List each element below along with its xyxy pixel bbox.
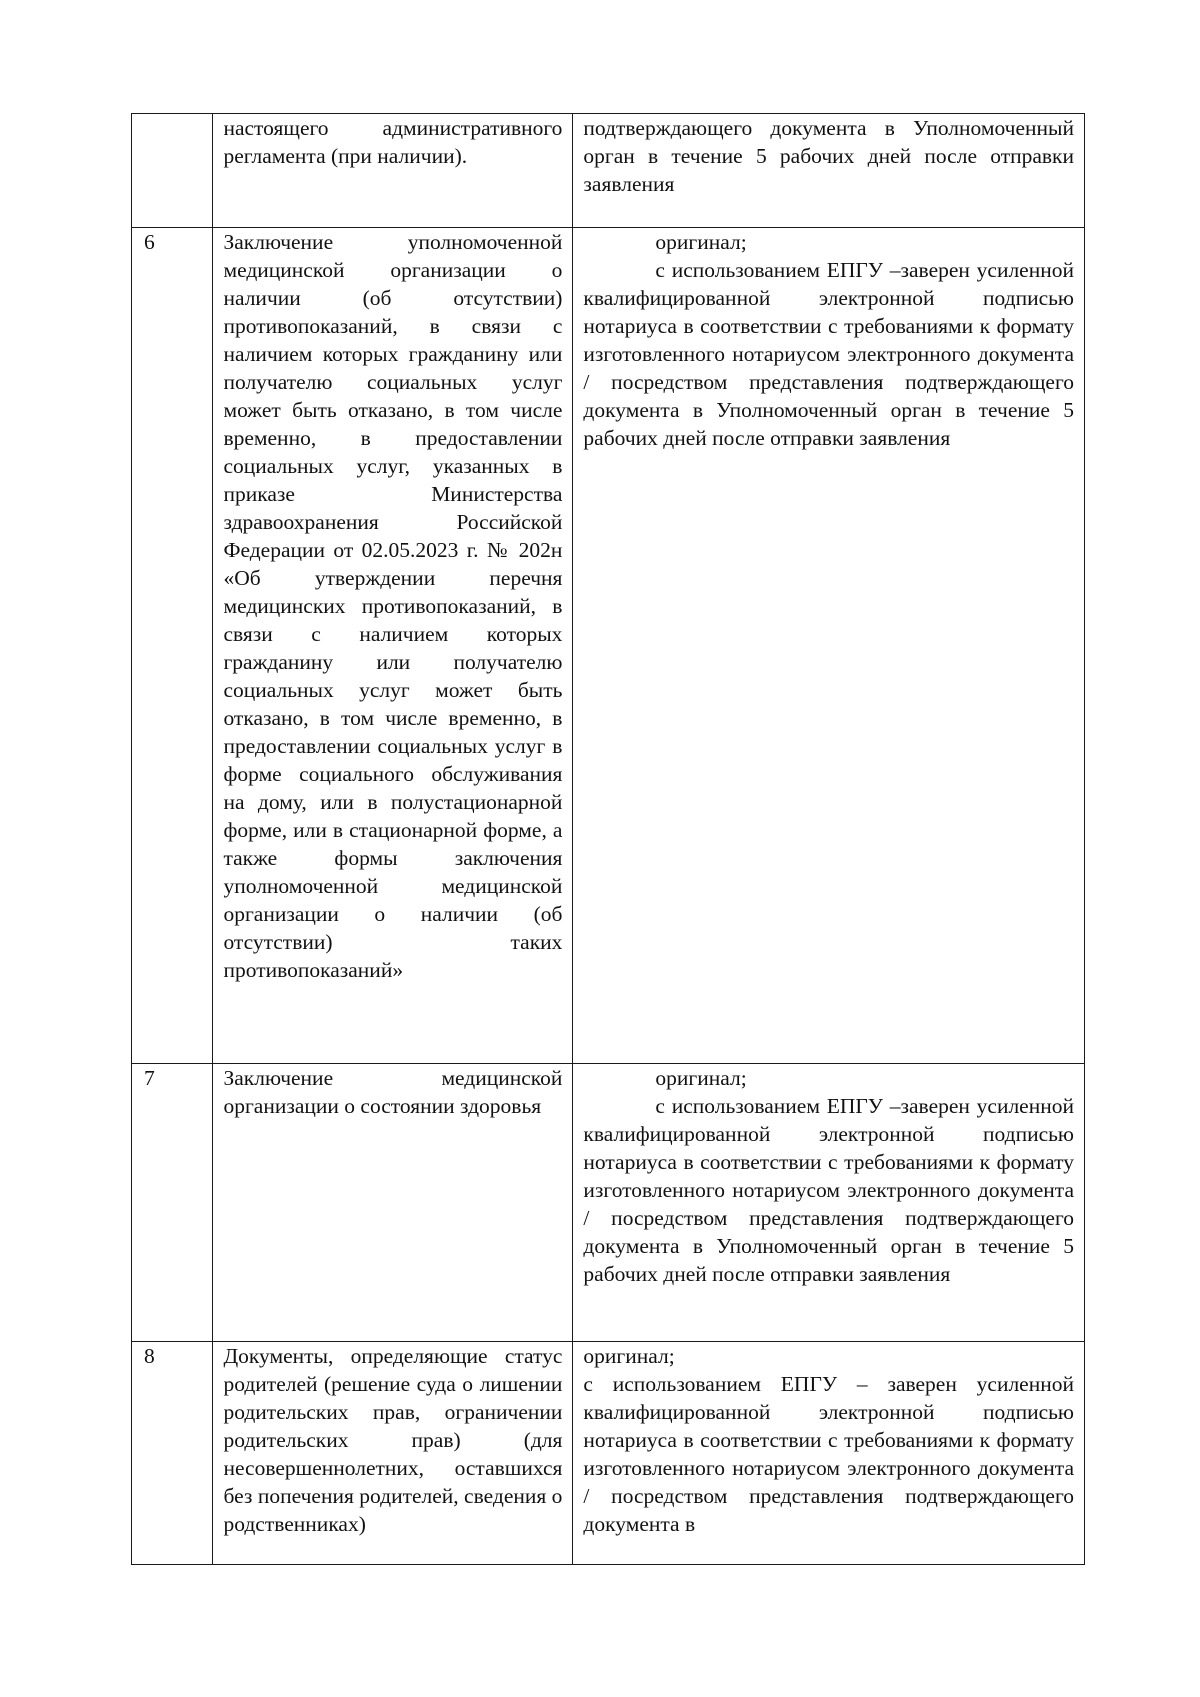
document-name: Заключение уполномоченной медицинской организации о наличии (об отсутствии) противопоказаний, в связи с наличием которых гражданину или получателю социальных услуг может быть отказано, в том числе временно, в предоставлении социальных услуг, указанных в приказе Министерства здравоохранения Российской Федерации от 02.05.2023 г. № 202н «Об утверждении перечня медицинских противопоказаний, в связи с наличием которых гражданину или получателю социальных услуг может быть отказано, в том числе временно, в предоставлении социальных услуг в форме социального обслуживания на дому, или в полустационарной форме, или в стационарной форме, а также формы заключения уполномоченной медицинской организации о наличии (об отсутствии) таких противопоказаний» [223,230,563,982]
document-name-cell [213,1064,573,1342]
document-name-cell [213,1342,573,1565]
submission-method-cell [573,1342,1085,1565]
submission-method-text: подтверждающего документа в Уполномоченный орган в течение 5 рабочих дней после отправки заявления [583,116,1074,196]
document-name: настоящего административного регламента (при наличии). [223,116,563,168]
table-row [132,1342,1085,1565]
submission-method-original: оригинал; [583,1344,675,1368]
document-name-cell [213,114,573,228]
submission-method-cell [573,1064,1085,1342]
submission-method-text: с использованием ЕПГУ –заверен усиленной квалифицированной электронной подписью нотариуса в соответствии с требованиями к формату изготовленного нотариусом электронного документа / посредством представления подтверждающего документа в Уполномоченный орган в течение 5 рабочих дней после отправки заявления [583,1094,1074,1286]
submission-method-text: с использованием ЕПГУ – заверен усиленной квалифицированной электронной подписью нотариуса в соответствии с требованиями к формату изготовленного нотариусом электронного документа / посредством представления подтверждающего документа в [583,1372,1074,1536]
document-name: Документы, определяющие статус родителей (решение суда о лишении родительских прав, ограничении родительских прав) (для несовершеннолетних, оставшихся без попечения родителей, сведения о родственниках) [223,1344,563,1536]
submission-method-cell [573,228,1085,1064]
row-number: 7 [132,1064,213,1342]
submission-method-original: оригинал; [655,230,747,254]
table-row [132,114,1085,228]
row-number: 8 [132,1342,213,1565]
table-row [132,1064,1085,1342]
row-number: 6 [132,228,213,1064]
documents-table [131,113,1085,1565]
submission-method-original: оригинал; [655,1066,747,1090]
table-row [132,228,1085,1064]
row-number [132,114,213,228]
document-name-cell [213,228,573,1064]
submission-method-text: с использованием ЕПГУ –заверен усиленной квалифицированной электронной подписью нотариуса в соответствии с требованиями к формату изготовленного нотариусом электронного документа / посредством представления подтверждающего документа в Уполномоченный орган в течение 5 рабочих дней после отправки заявления [583,258,1074,450]
document-name: Заключение медицинской организации о состоянии здоровья [223,1066,563,1118]
submission-method-cell [573,114,1085,228]
